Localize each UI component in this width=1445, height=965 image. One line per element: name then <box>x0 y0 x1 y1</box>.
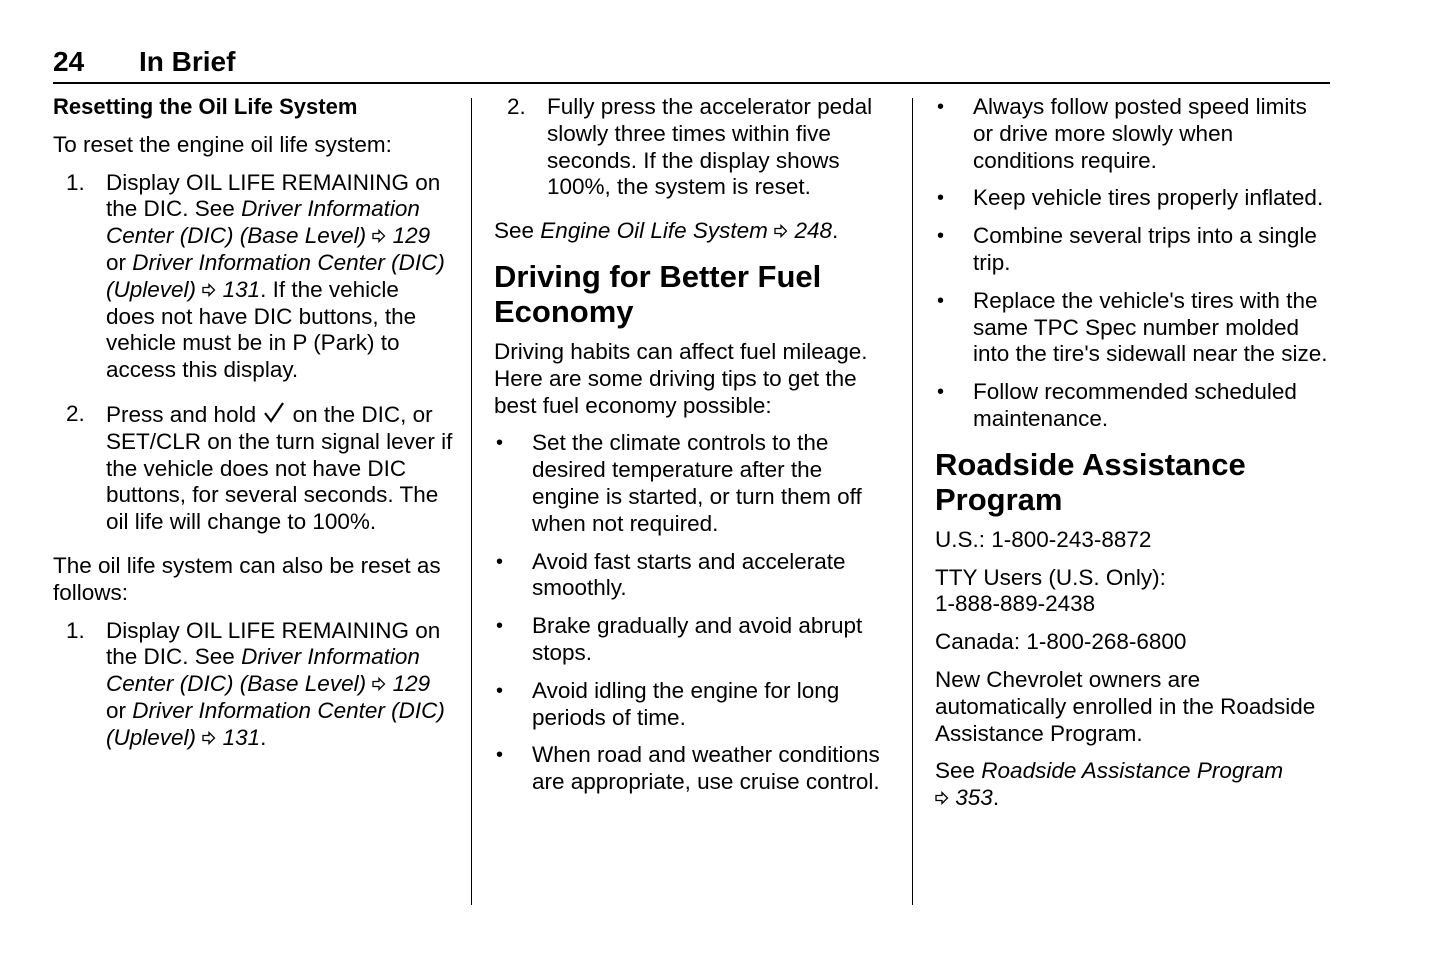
text: Set the climate controls to the desired temperature after the engine is started, or turn them off when not required. <box>532 430 862 536</box>
column-divider <box>912 98 913 905</box>
numbered-list <box>494 94 889 201</box>
bullet-icon: • <box>937 289 945 312</box>
see-reference <box>935 758 1330 812</box>
text: See <box>935 758 982 784</box>
paragraph: The oil life system can also be reset as follows: <box>53 552 441 605</box>
list-item <box>935 288 1330 368</box>
list-item <box>494 430 889 537</box>
phone-us: U.S.: 1-800-243-8872 <box>935 526 1152 552</box>
heading-fuel-economy: Driving for Better Fuel Economy <box>494 258 822 329</box>
list-item <box>53 401 453 536</box>
column-2 <box>494 94 889 807</box>
tty-number: 1-888-889-2438 <box>935 591 1096 617</box>
heading-roadside-assistance: Roadside Assistance Program <box>935 446 1246 517</box>
text: Always follow posted speed limits or drive more slowly when conditions require. <box>973 94 1307 173</box>
page-reference[interactable]: 131 <box>222 724 261 750</box>
paragraph: New Chevrolet owners are automatically enrolled in the Roadside Assistance Program. <box>935 666 1316 746</box>
text: Display OIL LIFE REMAINING on the DIC. See <box>106 617 441 670</box>
text: or <box>106 697 133 723</box>
page-reference-icon <box>202 283 216 297</box>
text: . <box>260 724 267 750</box>
page-reference-icon <box>202 731 216 745</box>
list-item <box>935 379 1330 433</box>
list-item <box>494 94 889 201</box>
page-reference[interactable]: 129 <box>392 223 431 249</box>
page-number: 24 <box>53 46 85 77</box>
subheading-oil-life: Resetting the Oil Life System <box>53 94 358 119</box>
cross-reference[interactable]: Driver Information Center (DIC) (Base Level) <box>106 644 420 697</box>
text: Brake gradually and avoid abrupt stops. <box>532 613 863 665</box>
column-1 <box>53 94 453 769</box>
text: Press and hold <box>106 401 263 427</box>
page-reference-icon <box>372 229 386 243</box>
numbered-list <box>53 618 453 752</box>
text: Avoid idling the engine for long periods of time. <box>532 677 840 730</box>
text: Display OIL LIFE REMAINING on the DIC. See <box>106 169 441 222</box>
paragraph: Driving habits can affect fuel mileage. Here are some driving tips to get the best fuel economy possible: <box>494 338 868 418</box>
list-item <box>53 170 453 384</box>
bullet-icon: • <box>496 679 504 702</box>
text: Keep vehicle tires properly inflated. <box>973 185 1324 211</box>
text: . If the vehicle does not have DIC buttons, the vehicle must be in P (Park) to access this display. <box>106 276 417 383</box>
cross-reference[interactable]: Driver Information Center (DIC) (Uplevel) <box>106 697 445 750</box>
list-item <box>494 549 889 603</box>
paragraph: To reset the engine oil life system: <box>53 131 392 157</box>
see-reference <box>494 218 889 245</box>
phone-canada: Canada: 1-800-268-6800 <box>935 629 1187 655</box>
checkmark-icon <box>262 401 286 425</box>
page-reference[interactable]: 353 <box>955 785 993 811</box>
page-reference-icon <box>935 791 949 805</box>
text: Combine several trips into a single trip. <box>973 223 1317 275</box>
list-item <box>935 223 1330 277</box>
numbered-list <box>53 170 453 536</box>
cross-reference[interactable]: Roadside Assistance Program <box>981 758 1284 784</box>
list-item <box>494 742 889 796</box>
step-number: 1. <box>66 169 85 195</box>
cross-reference[interactable]: Driver Information Center (DIC) (Base Level) <box>106 196 420 249</box>
text: Fully press the accelerator pedal slowly three times within five seconds. If the display shows 100%, the system is reset. <box>547 94 873 200</box>
text: on the DIC, or SET/CLR on the turn signal lever if the vehicle does not have DIC buttons, for several seconds. The oil life will change to 100%. <box>106 401 453 535</box>
bullet-icon: • <box>496 550 504 573</box>
bullet-icon: • <box>496 432 504 455</box>
text: Replace the vehicle's tires with the same TPC Spec number molded into the tire's sidewall near the size. <box>973 287 1328 367</box>
text: Follow recommended scheduled maintenance. <box>973 379 1297 431</box>
cross-reference[interactable]: Engine Oil Life System <box>540 218 768 244</box>
page-reference-icon <box>774 224 788 238</box>
page-reference[interactable]: 248 <box>794 218 832 244</box>
bullet-icon: • <box>937 225 945 248</box>
list-item <box>935 185 1330 212</box>
column-3 <box>935 94 1330 823</box>
text: See <box>494 218 541 244</box>
page-reference[interactable]: 131 <box>222 276 261 302</box>
text: or <box>106 249 133 275</box>
step-number: 1. <box>66 617 85 643</box>
section-title: In Brief <box>139 46 236 77</box>
list-item <box>935 94 1330 174</box>
step-number: 2. <box>507 94 526 119</box>
list-item <box>494 613 889 667</box>
step-number: 2. <box>66 400 85 426</box>
bullet-icon: • <box>496 744 504 767</box>
bullet-icon: • <box>937 96 945 118</box>
column-divider <box>471 98 472 905</box>
bullet-list <box>494 430 889 796</box>
bullet-icon: • <box>496 615 504 638</box>
list-item <box>494 678 889 732</box>
text: . <box>831 218 839 244</box>
page-header <box>53 46 1330 84</box>
text: Avoid fast starts and accelerate smoothly. <box>532 548 846 601</box>
phone-tty <box>935 565 1330 619</box>
bullet-list <box>935 94 1330 433</box>
text: When road and weather conditions are appropriate, use cruise control. <box>532 742 880 795</box>
text: . <box>992 785 1000 811</box>
page-reference-icon <box>372 677 386 691</box>
bullet-icon: • <box>937 187 945 210</box>
cross-reference[interactable]: Driver Information Center (DIC) (Uplevel) <box>106 249 445 302</box>
page-reference[interactable]: 129 <box>392 671 431 697</box>
list-item <box>53 618 453 752</box>
tty-label: TTY Users (U.S. Only): <box>935 564 1166 590</box>
bullet-icon: • <box>937 381 945 404</box>
